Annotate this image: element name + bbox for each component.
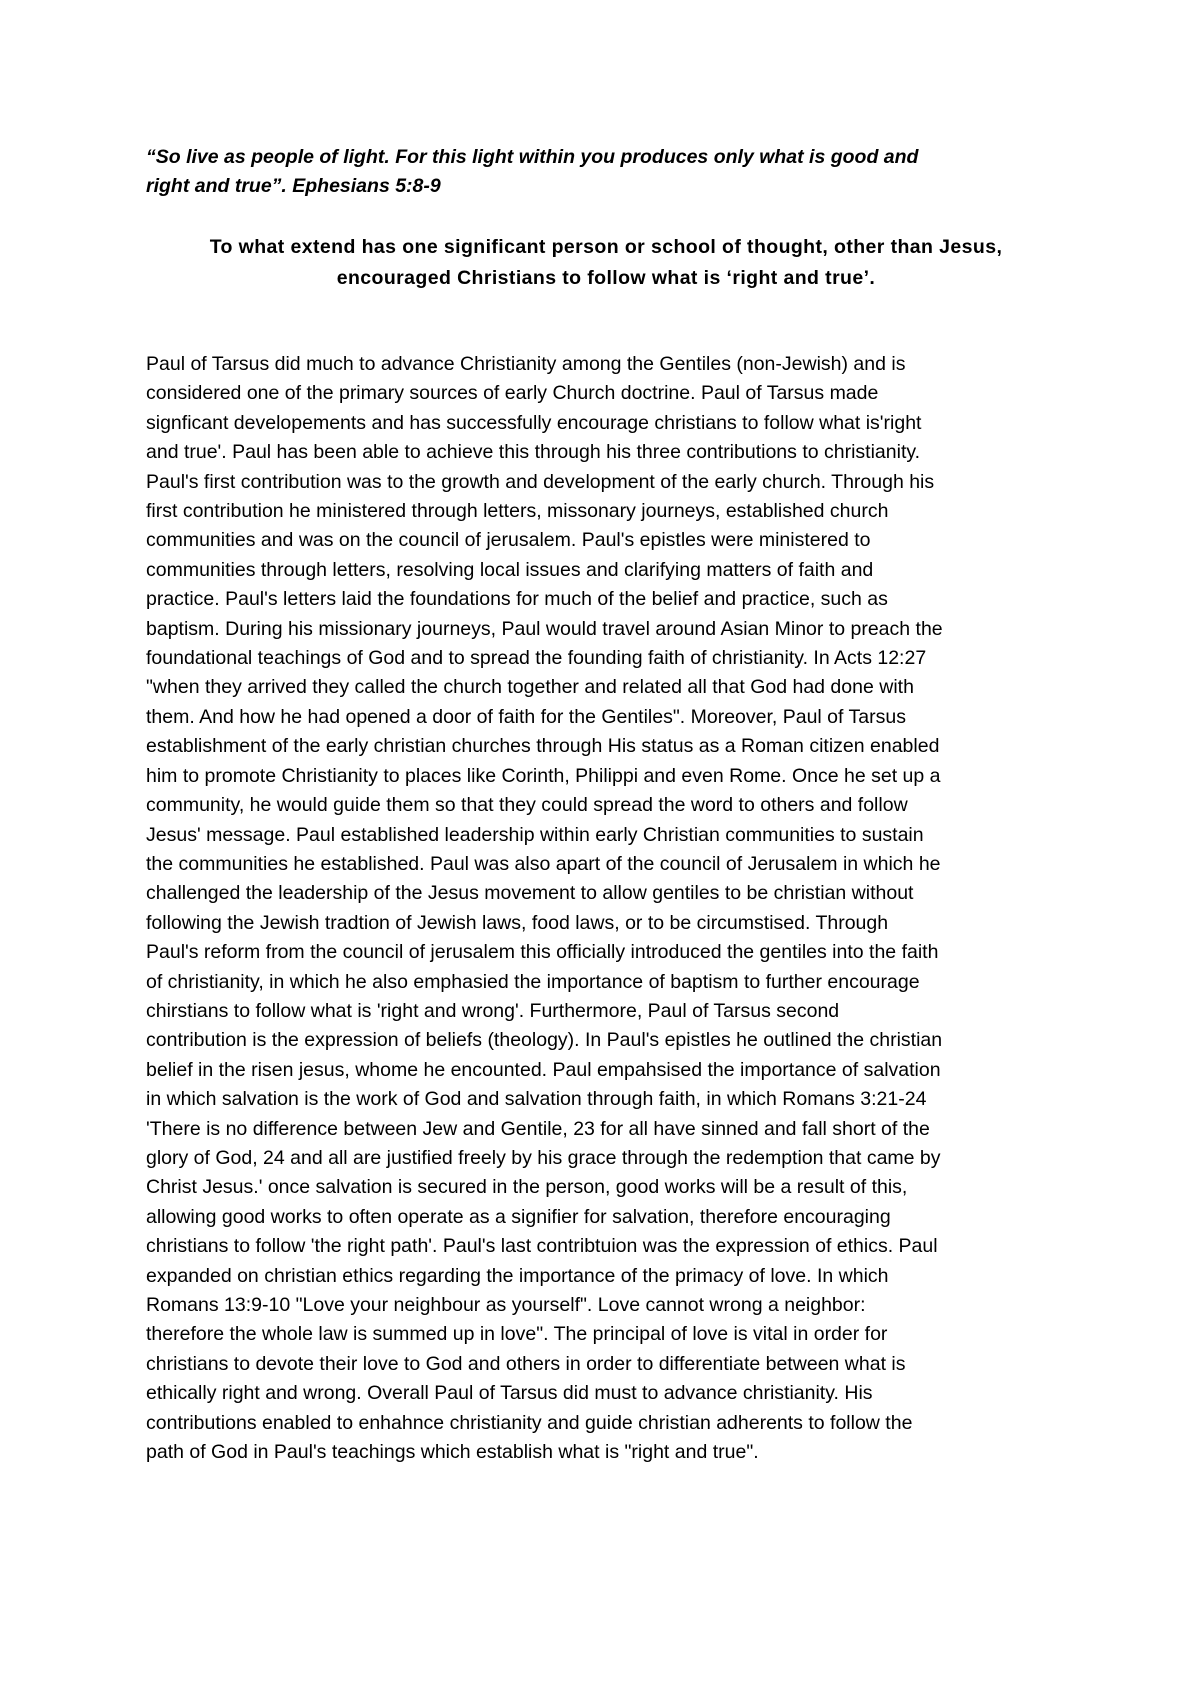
question-line: encouraged Christians to follow what is ‘right and true’. [336,267,876,289]
body-line: contributions enabled to enhahnce christianity and guide christian adherents to follow the [146,1411,913,1434]
question-line: To what extend has one significant person or school of thought, other than Jesus, [209,236,1003,258]
body-line: practice. Paul's letters laid the foundations for much of the belief and practice, such as [146,588,888,611]
epigraph-line: “So live as people of light. For this light within you produces only what is good and [146,146,919,168]
body-line: community, he would guide them so that they could spread the word to others and follow [146,794,908,817]
body-line: him to promote Christianity to places like Corinth, Philippi and even Rome. Once he set up a [146,764,941,787]
body-line: christians to follow 'the right path'. Paul's last contribtuion was the expression of ethics. Paul [146,1235,938,1258]
body-line: them. And how he had opened a door of faith for the Gentiles". Moreover, Paul of Tarsus [146,705,906,728]
body-line: and true'. Paul has been able to achieve this through his three contributions to christianity. [146,441,921,464]
body-line: baptism. During his missionary journeys, Paul would travel around Asian Minor to preach the [146,617,943,640]
body-line: first contribution he ministered through letters, missonary journeys, established church [146,500,889,523]
body-line: allowing good works to often operate as a signifier for salvation, therefore encouraging [146,1205,891,1228]
body-line: belief in the risen jesus, whome he encounted. Paul empahsised the importance of salvation [146,1058,941,1081]
body-line: challenged the leadership of the Jesus movement to allow gentiles to be christian without [146,882,914,905]
body-line: glory of God, 24 and all are justified freely by his grace through the redemption that came by [146,1146,941,1169]
essay-body [146,350,1076,1467]
body-line: Paul's reform from the council of jerusalem this officially introduced the gentiles into the faith [146,941,939,964]
body-line: Paul's first contribution was to the growth and development of the early church. Through his [146,470,935,493]
body-line: therefore the whole law is summed up in love". The principal of love is vital in order for [146,1323,888,1346]
epigraph-line: right and true”. Ephesians 5:8-9 [146,175,441,197]
body-line: of christianity, in which he also emphasied the importance of baptism to further encourage [146,970,920,993]
body-line: in which salvation is the work of God and salvation through faith, in which Romans 3:21-24 [146,1088,927,1111]
essay-question [146,232,1066,294]
body-line: communities and was on the council of jerusalem. Paul's epistles were ministered to [146,529,871,552]
body-line: following the Jewish tradtion of Jewish laws, food laws, or to be circumstised. Through [146,911,889,934]
body-line: path of God in Paul's teachings which establish what is "right and true". [146,1441,759,1464]
body-line: the communities he established. Paul was also apart of the council of Jerusalem in which he [146,852,941,875]
body-line: expanded on christian ethics regarding the importance of the primacy of love. In which [146,1264,889,1287]
body-line: chirstians to follow what is 'right and wrong'. Furthermore, Paul of Tarsus second [146,999,840,1022]
body-line: "when they arrived they called the church together and related all that God had done with [146,676,914,699]
body-line: Jesus' message. Paul established leadership within early Christian communities to sustain [146,823,924,846]
body-line: contribution is the expression of beliefs (theology). In Paul's epistles he outlined the christian [146,1029,943,1052]
body-line: Christ Jesus.' once salvation is secured in the person, good works will be a result of this, [146,1176,908,1199]
body-line: establishment of the early christian churches through His status as a Roman citizen enabled [146,735,940,758]
body-line: Romans 13:9-10 "Love your neighbour as yourself". Love cannot wrong a neighbor: [146,1294,866,1316]
body-line: communities through letters, resolving local issues and clarifying matters of faith and [146,558,874,581]
body-line: foundational teachings of God and to spread the founding faith of christianity. In Acts 12:27 [146,647,927,670]
body-line: signficant developements and has successfully encourage christians to follow what is'right [146,411,922,434]
body-line: ethically right and wrong. Overall Paul of Tarsus did must to advance christianity. His [146,1382,873,1405]
body-line: christians to devote their love to God and others in order to differentiate between what is [146,1352,906,1375]
body-line: considered one of the primary sources of early Church doctrine. Paul of Tarsus made [146,382,879,405]
body-line: Paul of Tarsus did much to advance Christianity among the Gentiles (non-Jewish) and is [146,353,906,375]
epigraph-quote [146,143,1066,201]
body-line: 'There is no difference between Jew and Gentile, 23 for all have sinned and fall short of the [146,1117,930,1140]
